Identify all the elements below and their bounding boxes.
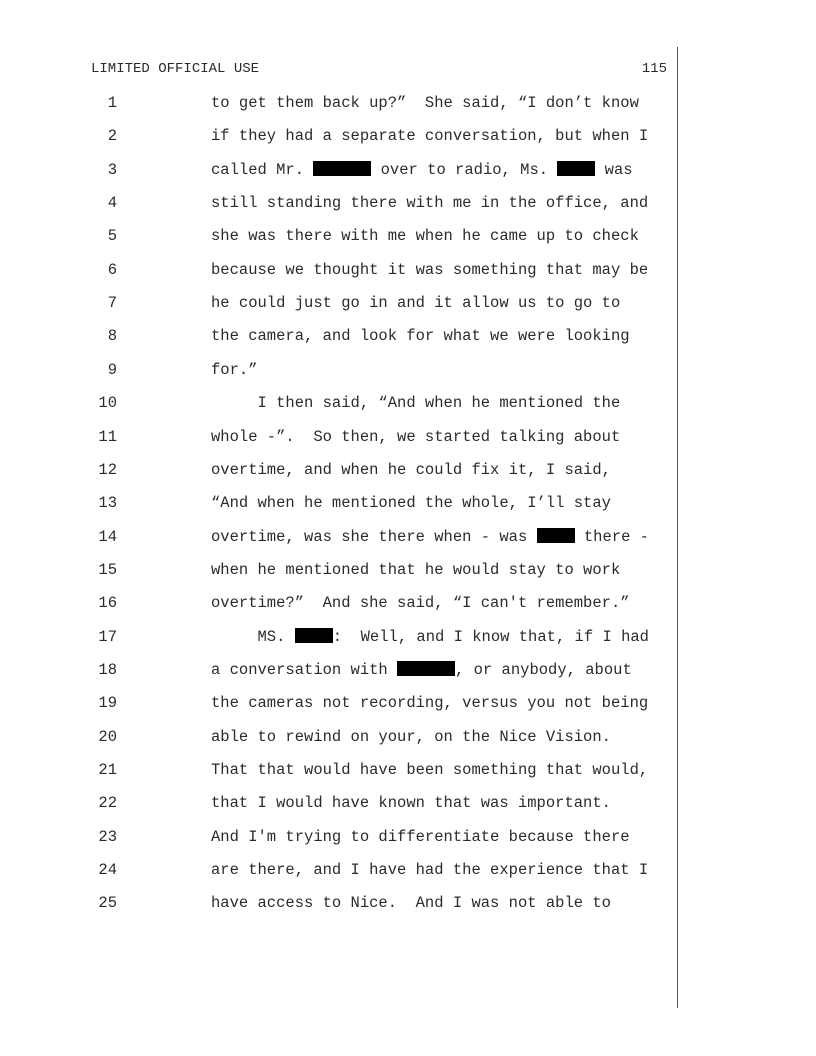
transcript-line	[0, 661, 676, 694]
line-text-segment: for.”	[211, 360, 258, 379]
line-number: 16	[98, 594, 117, 613]
line-text-segment: , or anybody, about	[455, 660, 632, 679]
line-text-segment: overtime?” And she said, “I can't remember.”	[211, 594, 630, 613]
line-text	[211, 127, 648, 145]
line-text-segment: the cameras not recording, versus you not being	[211, 694, 649, 713]
line-number: 17	[98, 627, 117, 646]
line-number: 5	[107, 227, 117, 246]
transcript-line	[0, 294, 676, 327]
line-text	[211, 661, 632, 679]
line-text-segment: she was there with me when he came up to check	[211, 227, 639, 246]
line-number: 19	[98, 694, 117, 713]
line-number: 10	[98, 394, 117, 413]
line-text-segment: able to rewind on your, on the Nice Vision.	[211, 727, 611, 746]
line-number: 9	[107, 360, 117, 379]
transcript-line	[0, 794, 676, 827]
transcript-line	[0, 494, 676, 527]
line-text	[211, 628, 649, 646]
line-number: 18	[98, 660, 117, 679]
line-text-segment: : Well, and I know that, if I had	[332, 627, 649, 646]
line-number: 24	[98, 861, 117, 880]
page-number: 115	[641, 61, 667, 77]
line-number: 13	[98, 494, 117, 513]
line-text-segment: overtime, and when he could fix it, I said,	[211, 460, 611, 479]
redaction-box	[537, 528, 575, 543]
transcript-line	[0, 561, 676, 594]
line-text	[211, 828, 630, 846]
line-number: 2	[107, 127, 117, 146]
line-text	[211, 294, 620, 312]
line-text-segment: are there, and I have had the experience that I	[211, 861, 649, 880]
line-text-segment: to get them back up?” She said, “I don’t know	[211, 94, 639, 112]
line-text-segment: have access to Nice. And I was not able to	[211, 894, 611, 913]
line-text	[211, 861, 648, 879]
line-number: 7	[107, 294, 117, 313]
transcript-line	[0, 161, 676, 194]
transcript-line	[0, 861, 676, 894]
transcript-line	[0, 828, 676, 861]
line-text	[211, 894, 611, 912]
line-number: 6	[107, 260, 117, 279]
line-text-segment: there -	[574, 527, 649, 546]
line-text-segment: over to radio, Ms.	[371, 160, 558, 179]
transcript-line	[0, 694, 676, 727]
classification-header: LIMITED OFFICIAL USE	[91, 61, 260, 77]
line-text	[211, 561, 620, 579]
line-text	[211, 361, 258, 379]
line-number: 23	[98, 827, 117, 846]
line-number: 8	[107, 327, 117, 346]
line-number: 12	[98, 460, 117, 479]
line-text-segment: a conversation with	[211, 660, 398, 679]
line-text	[211, 394, 620, 412]
transcript-line	[0, 428, 676, 461]
redaction-box	[295, 628, 333, 643]
line-text-segment: he could just go in and it allow us to go to	[211, 294, 621, 313]
line-text-segment: that I would have known that was important.	[211, 794, 611, 813]
line-text-segment: because we thought it was something that may be	[211, 260, 649, 279]
transcript-line	[0, 127, 676, 160]
transcript-line	[0, 528, 676, 561]
line-text	[211, 461, 611, 479]
redaction-box	[397, 661, 455, 676]
line-text-segment: still standing there with me in the office, and	[211, 194, 649, 213]
line-text	[211, 761, 648, 779]
line-text-segment: “And when he mentioned the whole, I’ll stay	[211, 494, 611, 513]
line-text	[211, 794, 611, 812]
redaction-box	[313, 161, 371, 176]
line-text-segment: That that would have been something that would,	[211, 761, 649, 779]
transcript-line	[0, 361, 676, 394]
line-text-segment: if they had a separate conversation, but when I	[211, 127, 649, 146]
line-text	[211, 94, 639, 112]
transcript-line	[0, 94, 676, 127]
line-number: 3	[107, 160, 117, 179]
line-number: 14	[98, 527, 117, 546]
line-text	[211, 494, 611, 512]
line-text-segment: overtime, was she there when - was	[211, 527, 537, 546]
line-text-segment: I then said, “And when he mentioned the	[211, 394, 621, 413]
redaction-box	[557, 161, 595, 176]
line-text	[211, 227, 639, 245]
line-text	[211, 194, 648, 212]
line-text-segment: whole -”. So then, we started talking about	[211, 427, 621, 446]
line-text	[211, 327, 630, 345]
line-text	[211, 261, 648, 279]
transcript-line	[0, 194, 676, 227]
line-number: 4	[107, 194, 117, 213]
line-text-segment: was	[595, 160, 633, 179]
line-text-segment: the camera, and look for what we were looking	[211, 327, 630, 346]
line-number: 20	[98, 727, 117, 746]
line-number: 21	[98, 761, 117, 779]
line-text	[211, 694, 648, 712]
line-text	[211, 428, 620, 446]
transcript-line	[0, 628, 676, 661]
transcript-line	[0, 728, 676, 761]
transcript-line	[0, 894, 676, 927]
line-text-segment: called Mr.	[211, 160, 314, 179]
transcript-line	[0, 461, 676, 494]
line-text	[211, 528, 649, 546]
line-text	[211, 594, 630, 612]
transcript-line	[0, 261, 676, 294]
transcript-line	[0, 327, 676, 360]
line-number: 15	[98, 560, 117, 579]
line-number: 1	[107, 94, 117, 112]
line-text-segment: when he mentioned that he would stay to work	[211, 560, 621, 579]
line-text-segment: And I'm trying to differentiate because there	[211, 827, 630, 846]
transcript-line	[0, 594, 676, 627]
line-text	[211, 728, 611, 746]
line-number: 22	[98, 794, 117, 813]
transcript-line	[0, 227, 676, 260]
line-number: 11	[98, 427, 117, 446]
line-text-segment: MS.	[211, 627, 295, 646]
transcript-line	[0, 394, 676, 427]
right-margin-rule	[677, 47, 678, 1008]
line-text	[211, 161, 633, 179]
line-number: 25	[98, 894, 117, 913]
transcript-line	[0, 761, 676, 794]
